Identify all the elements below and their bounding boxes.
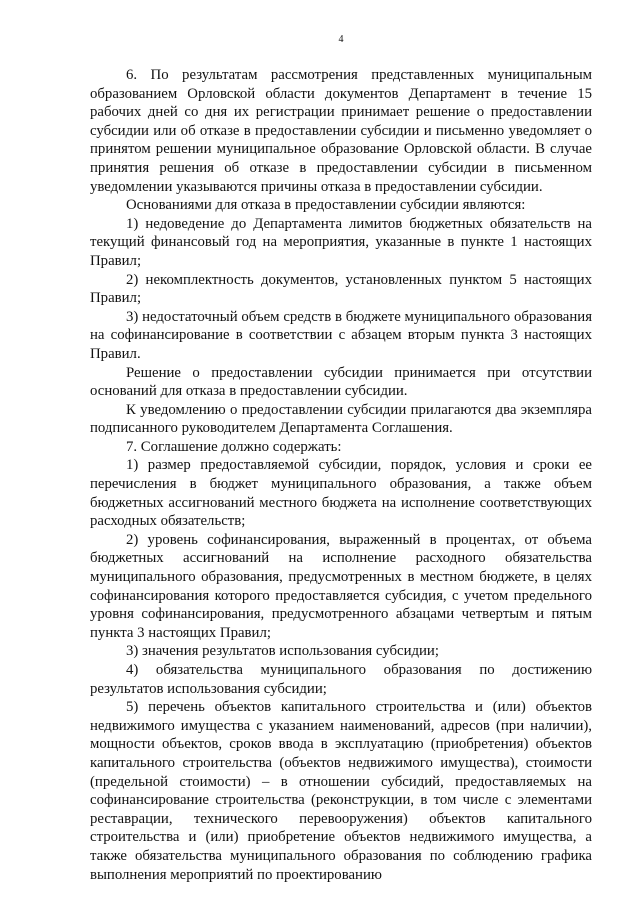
paragraph-agreement-item-4: 4) обязательства муниципального образования по достижению результатов использования субсидии; — [90, 662, 592, 697]
paragraph-agreement-item-2: 2) уровень софинансирования, выраженный в процентах, от объема бюджетных ассигнований на исполнение расходного обязательства муниципального образования, предусмотренных в местном бюджете, в целях софинансирования которого предоставляется субсидия, с учетом предельного уровня софинансирования, предусмотренного абзацами четвертым и пятым пункта 3 настоящих Правил; — [90, 531, 592, 641]
paragraph-6-review-result: 6. По результатам рассмотрения представленных муниципальным образованием Орловской области документов Департамент в течение 15 рабочих дней со дня их регистрации принимает решение о предоставлении субсидии или об отказе в предоставлении субсидии и письменно уведомляет о принятом решении муниципальное образование Орловской области. В случае принятия решения об отказе в предоставлении субсидии в письменном уведомлении указываются причины отказа в предоставлении субсидии. — [90, 67, 592, 195]
paragraph-notification-attachment: К уведомлению о предоставлении субсидии прилагаются два экземпляра подписанного руководителем Департамента Соглашения. — [90, 401, 592, 437]
paragraph-decision-condition: Решение о предоставлении субсидии принимается при отсутствии оснований для отказа в предоставлении субсидии. — [90, 364, 592, 400]
paragraph-refusal-grounds-intro: Основаниями для отказа в предоставлении субсидии являются: — [126, 197, 526, 214]
paragraph-refusal-ground-2: 2) некомплектность документов, установленных пунктом 5 настоящих Правил; — [90, 271, 592, 307]
paragraph-agreement-item-5: 5) перечень объектов капитального строительства и (или) объектов недвижимого имущества с указанием наименований, адресов (при наличии), мощности объектов, сроков ввода в эксплуатацию (приобретения) объектов капитального строительства (объектов недвижимого имущества), стоимости (предельной стоимости) – в отношении субсидий, предоставляемых на софинансирование строительства (реконструкции, в том числе с элементами реставрации, технического перевооружения) объектов капитального строительства и (или) приобретение объектов недвижимого имущества, а также обязательства муниципального образования по соблюдению графика выполнения мероприятий по проектированию — [90, 699, 592, 883]
paragraph-7-agreement-intro: 7. Соглашение должно содержать: — [126, 438, 342, 455]
paragraph-agreement-item-3: 3) значения результатов использования субсидии; — [126, 643, 439, 660]
page-number: 4 — [338, 34, 344, 45]
paragraph-agreement-item-1: 1) размер предоставляемой субсидии, порядок, условия и сроки ее перечисления в бюджет муниципального образования, а также объем бюджетных ассигнований местного бюджета на исполнение соответствующих расходных обязательств; — [90, 457, 592, 530]
document-body — [90, 66, 592, 884]
paragraph-refusal-ground-3: 3) недостаточный объем средств в бюджете муниципального образования на софинансирование в соответствии с абзацем вторым пункта 3 настоящих Правил. — [90, 308, 592, 362]
paragraph-refusal-ground-1: 1) недоведение до Департамента лимитов бюджетных обязательств на текущий финансовый год на мероприятия, указанные в пункте 1 настоящих Правил; — [90, 215, 592, 269]
